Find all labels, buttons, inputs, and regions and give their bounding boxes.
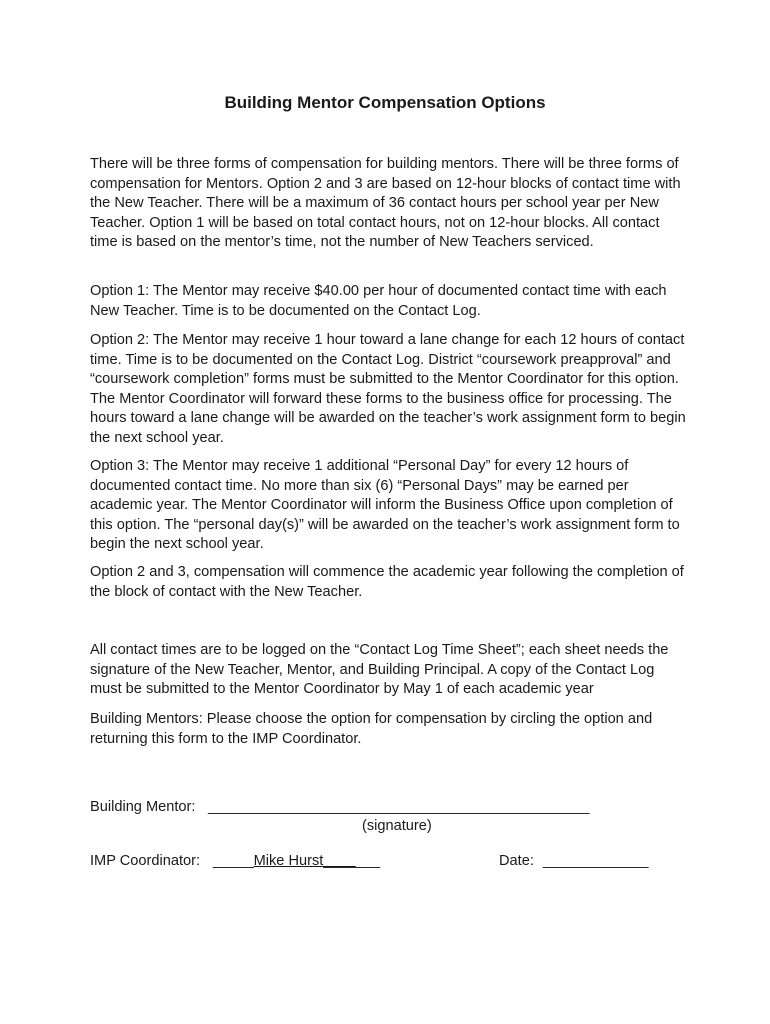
coordinator-name: Mike Hurst____ [253, 853, 356, 869]
intro-paragraph: There will be three forms of compensation for building mentors. There will be three forms of compensation for Mentors. Option 2 and 3 are based on 12-hour blocks of contact time with the New Teacher. There will be a maximum of 36 contact hours per school year per New Teacher. Option 1 will be based on total contact hours, not on 12-hour blocks. All contact time is based on the mentor’s time, not the number of New Teachers serviced. [90, 156, 681, 251]
mentor-signature-label: Building Mentor: [90, 799, 196, 815]
commencement-paragraph: Option 2 and 3, compensation will commence the academic year following the completion of the block of contact with the New Teacher. [90, 564, 684, 600]
option-3-paragraph: Option 3: The Mentor may receive 1 additional “Personal Day” for every 12 hours of documented contact time. No more than six (6) “Personal Days” may be earned per academic year. The Mentor Coordinator will inform the Business Office upon completion of this option. The “personal day(s)” will be awarded on the teacher’s work assignment form to begin the next school year. [90, 458, 680, 553]
coordinator-blank-after: ___ [355, 853, 381, 869]
imp-coordinator-label: IMP Coordinator: [90, 853, 201, 869]
instructions-paragraph: Building Mentors: Please choose the option for compensation by circling the option and returning this form to the IMP Coordinator. [90, 711, 653, 747]
option-1-paragraph: Option 1: The Mentor may receive $40.00 per hour of documented contact time with each New Teacher. Time is to be documented on the Contact Log. [90, 283, 667, 319]
coordinator-blank-before: _____ [213, 853, 254, 869]
date-line: _____________ [543, 853, 649, 869]
contact-log-paragraph: All contact times are to be logged on the “Contact Log Time Sheet”; each sheet needs the signature of the New Teacher, Mentor, and Building Principal. A copy of the Contact Log must be submitted to the Mentor Coordinator by May 1 of each academic year [90, 642, 669, 698]
mentor-signature-line: _______________________________________________ [208, 799, 590, 815]
imp-coordinator-field [213, 852, 380, 872]
date-label: Date: [499, 853, 534, 869]
document-title: Building Mentor Compensation Options [224, 93, 546, 112]
option-2-paragraph: Option 2: The Mentor may receive 1 hour toward a lane change for each 12 hours of contact time. Time is to be documented on the Contact Log. District “coursework preapproval” and “coursework completion” forms must be submitted to the Mentor Coordinator for this option. The Mentor Coordinator will forward these forms to the business office for processing. The hours toward a lane change will be awarded on the teacher’s work assignment form to begin the next school year. [90, 332, 686, 446]
signature-caption: (signature) [362, 818, 432, 834]
